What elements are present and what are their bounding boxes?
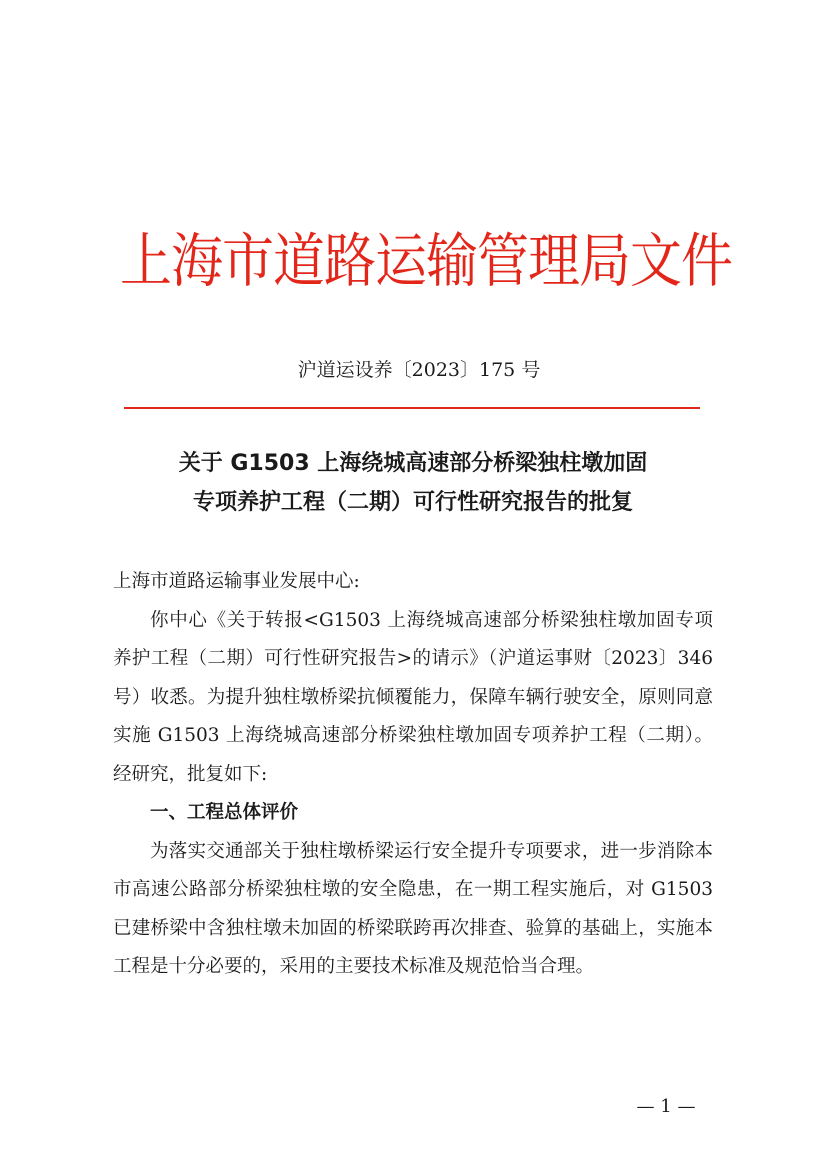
salutation: 上海市道路运输事业发展中心: <box>113 571 360 592</box>
issuer-title: 上海市道路运输管理局文件 <box>120 228 733 296</box>
page-number: — 1 — <box>636 1096 696 1117</box>
document-body <box>113 563 713 987</box>
section-heading-1: 一、工程总体评价 <box>150 802 299 823</box>
body-paragraph-2: 为落实交通部关于独柱墩桥梁运行安全提升专项要求，进一步消除本市高速公路部分桥梁独柱墩的安全隐患，在一期工程实施后，对 G1503 已建桥梁中含独柱墩未加固的桥梁联跨再次排查、验算的基础上，实施本工程是十分必要的，采用的主要技术标准及规范恰当合理。 <box>113 840 713 977</box>
document-number: 沪道运设养〔2023〕175 号 <box>297 359 541 381</box>
document-title-line-2: 专项养护工程（二期）可行性研究报告的批复 <box>192 490 633 515</box>
document-title <box>0 444 826 522</box>
document-title-line-1: 关于 G1503 上海绕城高速部分桥梁独柱墩加固 <box>178 451 648 476</box>
red-divider-rule <box>124 407 700 409</box>
body-paragraph-1: 你中心《关于转报<G1503 上海绕城高速部分桥梁独柱墩加固专项养护工程（二期）可行性研究报告>的请示》（沪道运事财〔2023〕346 号）收悉。为提升独柱墩桥梁抗倾覆能力，保障车辆行驶安全，原则同意实施 G1503 上海绕城高速部分桥梁独柱墩加固专项养护工程（二期）。经研究，批复如下: <box>113 609 713 785</box>
